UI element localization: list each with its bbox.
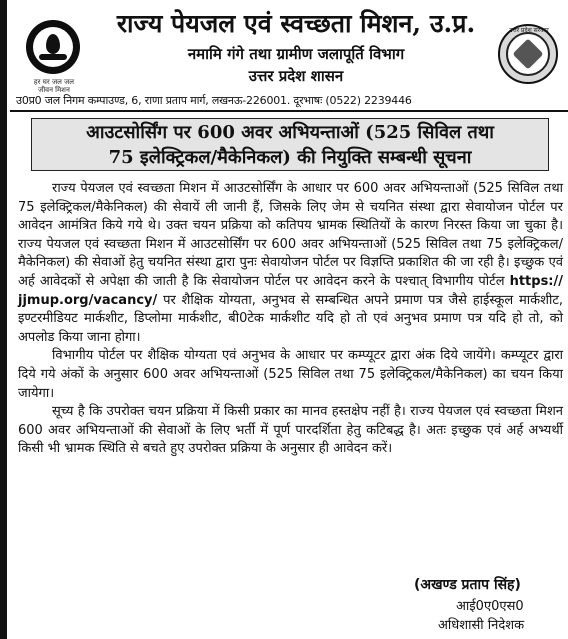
left-border-strip bbox=[0, 0, 7, 639]
paragraph-2: विभागीय पोर्टल पर शैक्षिक योग्यता एवं अनुभव के आधार पर कम्प्यूटर द्वारा अंक दिये जायेंगे। कम्प्यूटर द्वारा दिये गये अंकों के अनुसार 600 अवर अभियन्ताओं (525 सिविल तथा 75 इलेक्ट्रिकल/मैकेनिकल) का चयन किया जायेगा। bbox=[18, 348, 563, 401]
water-drop-logo-icon bbox=[26, 20, 80, 74]
notice-body bbox=[18, 180, 563, 459]
notice-title-line-1: आउटसोर्सिंग पर 600 अवर अभियन्ताओं (525 सिविल तथा bbox=[86, 122, 494, 143]
notice-sheet bbox=[10, 0, 568, 639]
paragraph-3: सूच्य है कि उपरोक्त चयन प्रक्रिया में किसी प्रकार का मानव हस्तक्षेप नहीं है। राज्य पेयजल एवं स्वच्छता मिशन 600 अवर अभियन्ताओं की सेवाओं के लिए भर्ती में पूर्ण पारदर्शिता हेतु कटिबद्ध है। अतः इच्छुक एवं अर्ह अभ्यर्थी किसी भी भ्रामक स्थिति से बचते हुए उपरोक्त प्रक्रिया के अनुसार ही आवेदन करें। bbox=[18, 404, 563, 457]
office-address: उ0प्र0 जल निगम कम्पाउण्ड, 6, राणा प्रताप मार्ग, लखनऊ-226001. दूरभाषः (0522) 2239446 bbox=[16, 94, 412, 107]
seal-text: उत्तर प्रदेश सरकार bbox=[509, 27, 549, 34]
signatory-name: (अखण्ड प्रताप सिंह) bbox=[414, 577, 521, 593]
header-divider bbox=[10, 110, 568, 112]
signatory-designation: अधिशासी निदेशक bbox=[438, 618, 525, 633]
vacancy-portal-link[interactable]: https:// jjmup.org/vacancy/ bbox=[18, 273, 563, 308]
notice-title-line-2: 75 इलेक्ट्रिकल/मैकेनिकल) की नियुक्ति सम्बन्धी सूचना bbox=[108, 147, 472, 168]
paragraph-1-text-cont: पर शैक्षिक योग्यता, अनुभव से सम्बन्धित अपने प्रमाण पत्र जैसे हाईस्कूल मार्कशीट, इण्टरमीडियट मार्कशीट, डिप्लोमा मार्कशीट, बी0टेक मार्कशीट यदि हो तो एवं अनुभव प्रमाण पत्र यदि हो तो, को अपलोड किया जाना होगा। bbox=[18, 292, 563, 345]
signatory-service: आई0ए0एस0 bbox=[456, 599, 524, 614]
notice-title-box bbox=[31, 118, 549, 171]
department-name: नमामि गंगे तथा ग्रामीण जलापूर्ति विभाग bbox=[187, 45, 405, 63]
letterhead bbox=[10, 0, 568, 110]
paragraph-1 bbox=[18, 180, 563, 347]
mission-title: राज्य पेयजल एवं स्वच्छता मिशन, उ.प्र. bbox=[116, 9, 476, 38]
paragraph-1-text: राज्य पेयजल एवं स्वच्छता मिशन में आउटसोर्सिंग के आधार पर 600 अवर अभियन्ताओं (525 सिविल तथा 75 इलेक्ट्रिकल/मैकेनिकल) की सेवायें ली जानी हैं, जिसके लिए जेम से चयनित संस्था द्वारा सेवायोजन पोर्टल पर आवेदन आमंत्रित किये गये थे। उक्त चयन प्रक्रिया को कतिपय भ्रामक स्थितियों के कारण निरस्त किया जा चुका है। राज्य पेयजल एवं स्वच्छता मिशन में आउटसोर्सिंग पर 600 अवर अभियन्ताओं (525 सिविल तथा 75 इलेक्ट्रिकल/मैकेनिकल) की सेवाओं हेतु चयनित संस्था द्वारा पुनः सेवायोजन पोर्टल पर विज्ञप्ति प्रकाशित की जा रही है। इच्छुक एवं अर्ह आवेदकों से अपेक्षा की जाती है कि सेवायोजन पोर्टल पर आवेदन करने के पश्चात् विभागीय पोर्टल bbox=[18, 181, 563, 289]
logo-tagline: हर घर जल जल जीवन मिशन bbox=[33, 78, 75, 94]
government-name: उत्तर प्रदेश शासन bbox=[248, 67, 344, 85]
